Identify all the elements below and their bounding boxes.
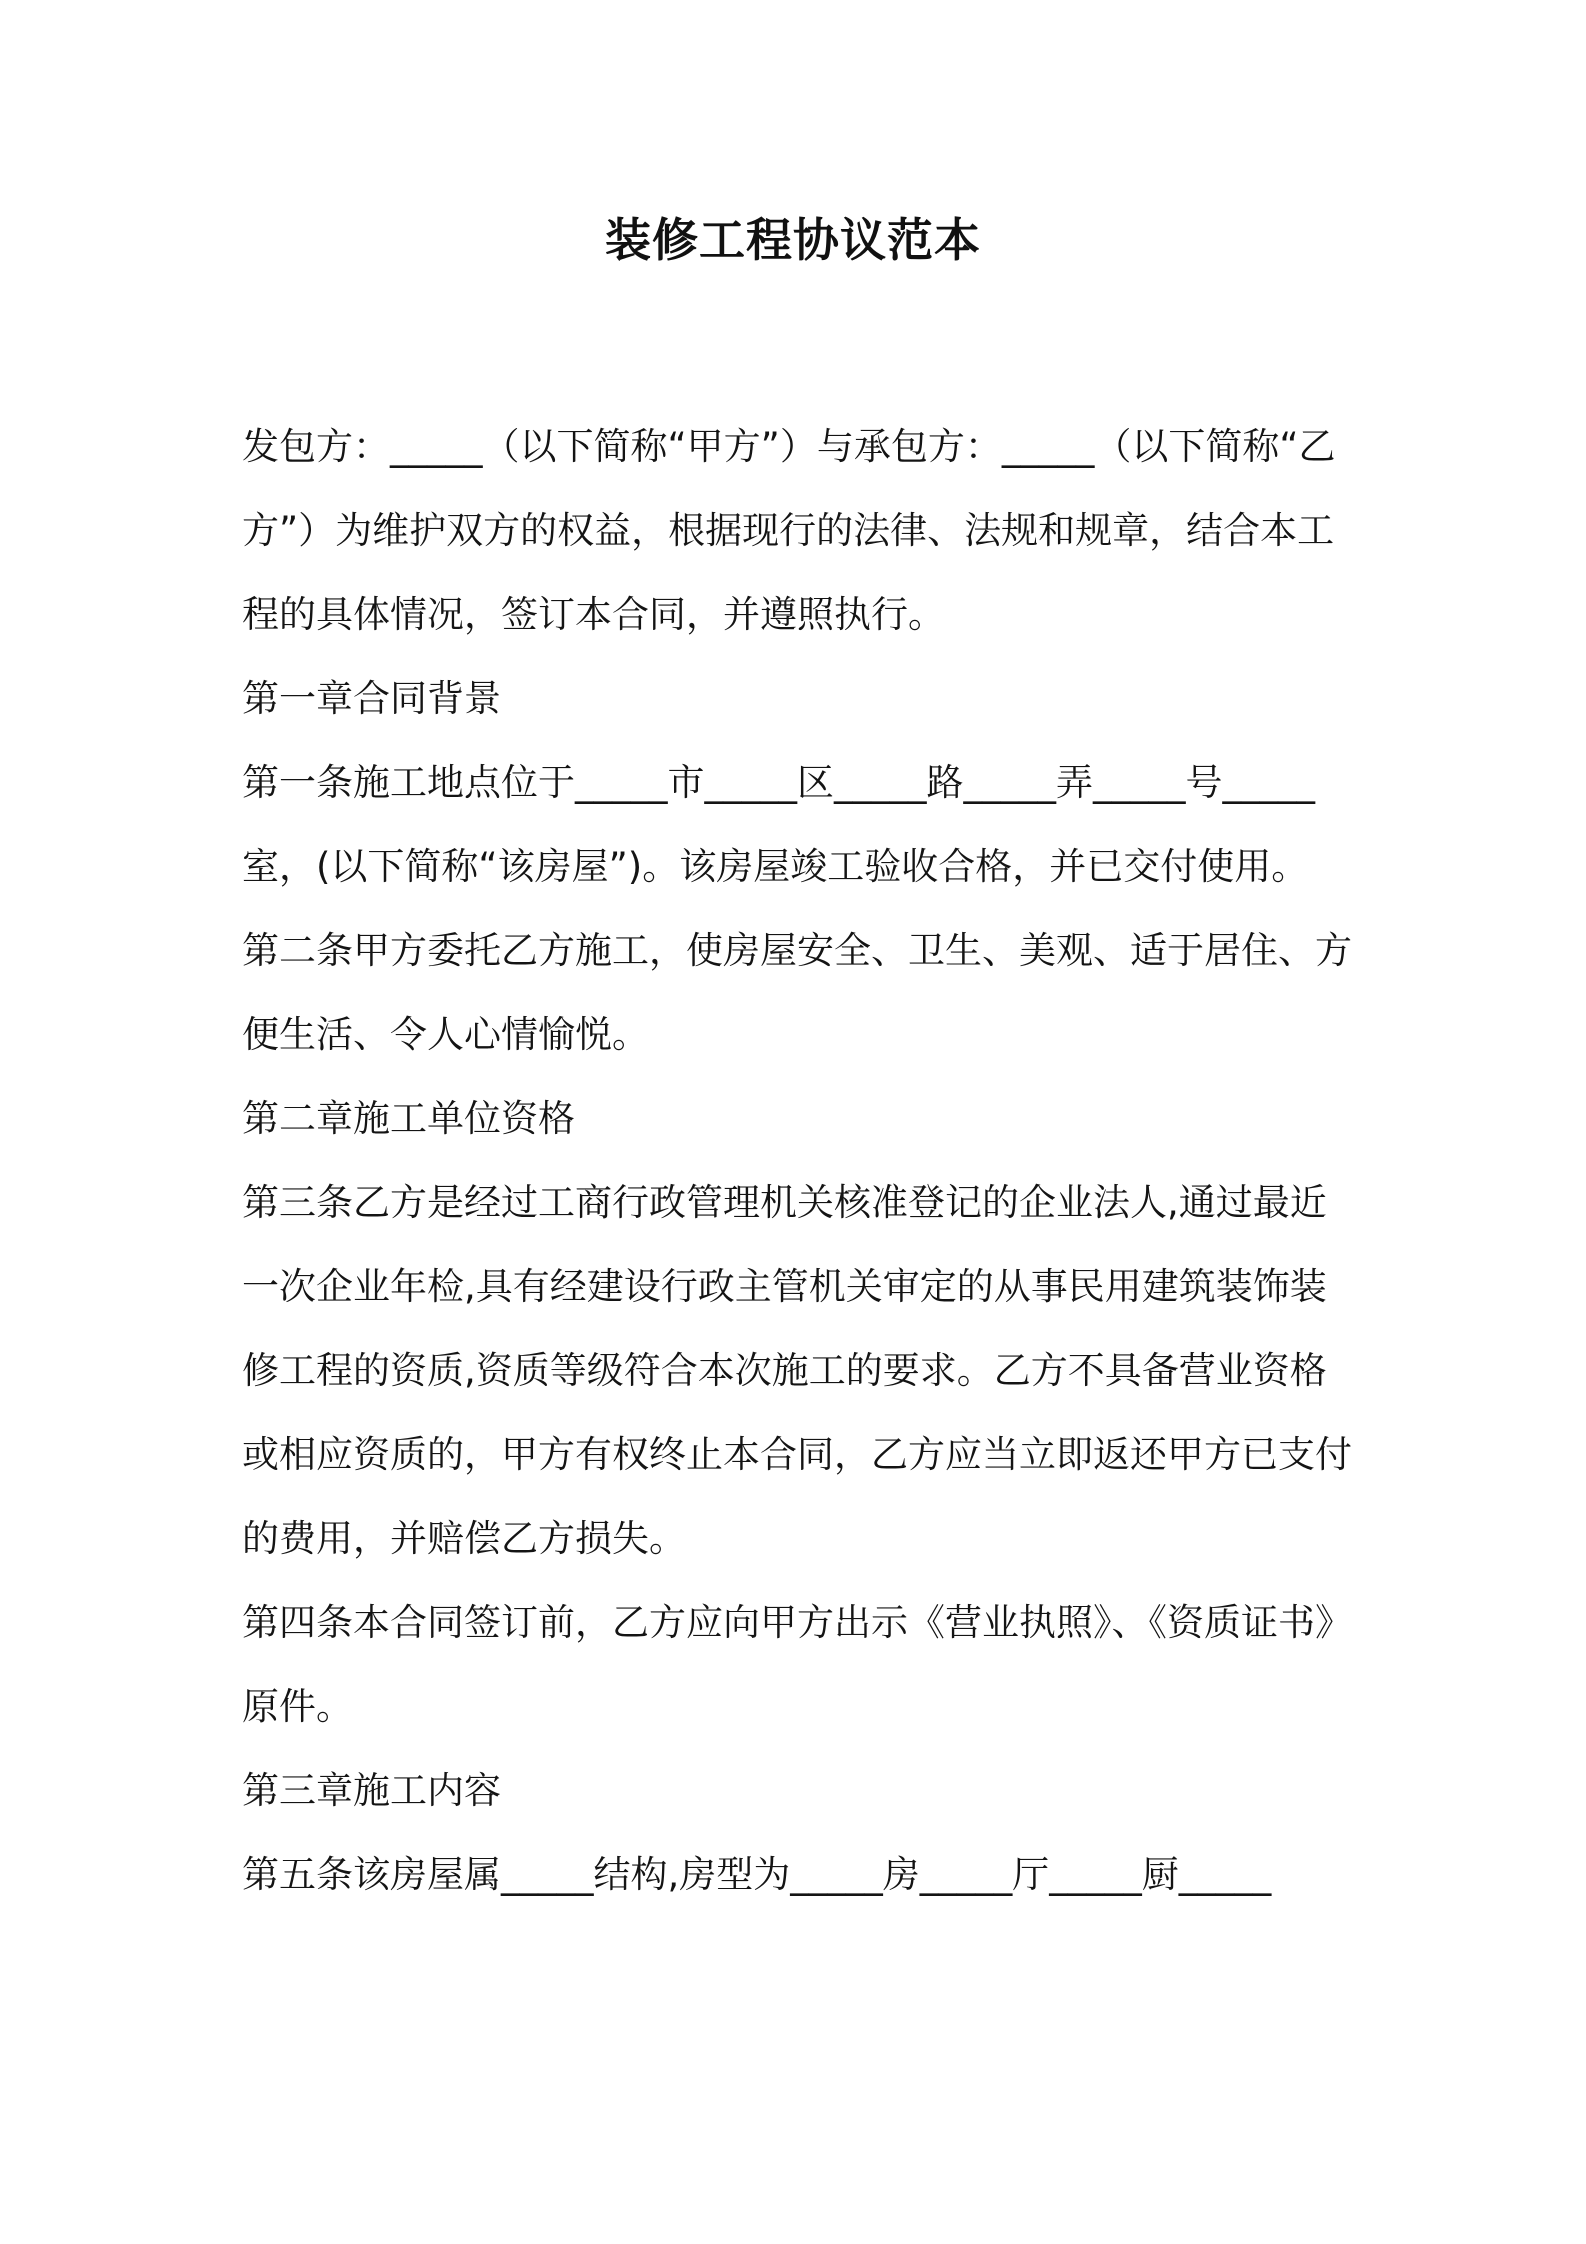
article-paragraph: 第三条乙方是经过工商行政管理机关核准登记的企业法人,通过最近一次企业年检,具有经建设行政主管机关审定的从事民用建筑装饰装修工程的资质,资质等级符合本次施工的要求。乙方不具备营业资格或相应资质的，甲方有权终止本合同，乙方应当立即返还甲方已支付的费用，并赔偿乙方损失。 xyxy=(242,1181,1352,1560)
document-body xyxy=(242,405,1357,1917)
article-paragraph: 第一条施工地点位于_____市_____区_____路_____弄_____号_____室，(以下简称“该房屋”)。该房屋竣工验收合格，并已交付使用。 xyxy=(242,761,1315,888)
article-paragraph: 第四条本合同签订前，乙方应向甲方出示《营业执照》、《资质证书》原件。 xyxy=(242,1601,1352,1728)
article-paragraph: 第二条甲方委托乙方施工，使房屋安全、卫生、美观、适于居住、方便生活、令人心情愉悦。 xyxy=(242,929,1352,1056)
article-paragraph: 第五条该房屋属_____结构,房型为_____房_____厅_____厨_____ xyxy=(242,1853,1272,1896)
chapter-heading: 第二章施工单位资格 xyxy=(242,1097,575,1140)
chapter-heading: 第三章施工内容 xyxy=(242,1769,501,1812)
chapter-heading: 第一章合同背景 xyxy=(242,677,501,720)
document-title: 装修工程协议范本 xyxy=(605,213,981,267)
preamble-paragraph: 发包方：_____（以下简称“甲方”）与承包方：_____（以下简称“乙方”）为维护双方的权益，根据现行的法律、法规和规章，结合本工程的具体情况，签订本合同，并遵照执行。 xyxy=(242,425,1336,636)
